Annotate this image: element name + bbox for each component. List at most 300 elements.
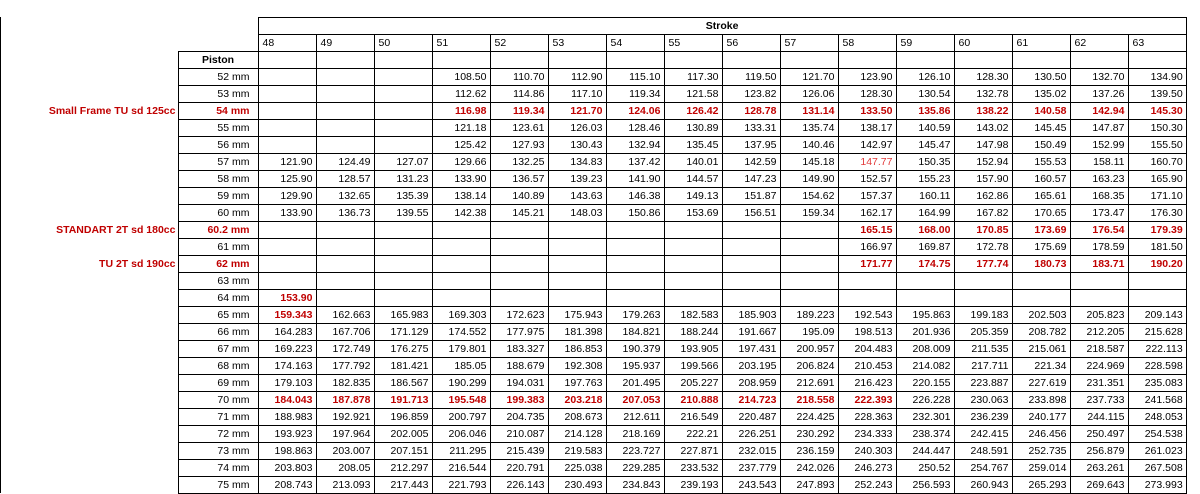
piston-size: 73 mm — [178, 443, 258, 460]
empty-cell — [838, 52, 896, 69]
displacement-cell: 168.35 — [1070, 188, 1128, 205]
displacement-cell: 150.30 — [1128, 120, 1186, 137]
displacement-cell: 228.598 — [1128, 358, 1186, 375]
displacement-cell: 261.023 — [1128, 443, 1186, 460]
displacement-cell: 131.23 — [374, 171, 432, 188]
empty-cell — [432, 52, 490, 69]
displacement-cell: 128.57 — [316, 171, 374, 188]
displacement-cell: 119.50 — [722, 69, 780, 86]
displacement-cell — [606, 222, 664, 239]
stroke-header-row — [0, 18, 1186, 35]
displacement-cell: 126.03 — [548, 120, 606, 137]
displacement-cell: 250.52 — [896, 460, 954, 477]
displacement-cell: 215.061 — [1012, 341, 1070, 358]
displacement-cell — [722, 239, 780, 256]
piston-size: 75 mm — [178, 477, 258, 494]
piston-size: 52 mm — [178, 69, 258, 86]
displacement-cell: 252.735 — [1012, 443, 1070, 460]
displacement-cell: 158.11 — [1070, 154, 1128, 171]
table-row — [0, 205, 1186, 222]
displacement-cell: 121.58 — [664, 86, 722, 103]
displacement-cell — [258, 222, 316, 239]
displacement-cell: 200.957 — [780, 341, 838, 358]
displacement-cell: 223.727 — [606, 443, 664, 460]
displacement-cell: 139.55 — [374, 205, 432, 222]
displacement-cell: 127.93 — [490, 137, 548, 154]
displacement-cell: 182.583 — [664, 307, 722, 324]
stroke-value: 58 — [838, 35, 896, 52]
displacement-cell: 159.34 — [780, 205, 838, 222]
engine-label — [0, 154, 178, 171]
table-row — [0, 443, 1186, 460]
displacement-cell: 205.823 — [1070, 307, 1128, 324]
displacement-cell: 222.113 — [1128, 341, 1186, 358]
displacement-cell: 217.443 — [374, 477, 432, 494]
piston-size: 72 mm — [178, 426, 258, 443]
displacement-cell: 237.779 — [722, 460, 780, 477]
displacement-cell: 199.183 — [954, 307, 1012, 324]
engine-label — [0, 443, 178, 460]
stroke-value: 61 — [1012, 35, 1070, 52]
displacement-cell: 147.87 — [1070, 120, 1128, 137]
displacement-cell: 130.89 — [664, 120, 722, 137]
displacement-cell — [316, 273, 374, 290]
stroke-value: 63 — [1128, 35, 1186, 52]
displacement-cell — [432, 256, 490, 273]
displacement-cell: 214.723 — [722, 392, 780, 409]
displacement-cell — [374, 239, 432, 256]
displacement-cell: 150.86 — [606, 205, 664, 222]
displacement-cell: 128.46 — [606, 120, 664, 137]
displacement-cell: 192.921 — [316, 409, 374, 426]
displacement-cell — [374, 86, 432, 103]
empty-cell — [548, 52, 606, 69]
displacement-cell: 208.743 — [258, 477, 316, 494]
displacement-cell: 135.45 — [664, 137, 722, 154]
table-row — [0, 103, 1186, 120]
empty-cell — [896, 52, 954, 69]
displacement-cell: 229.285 — [606, 460, 664, 477]
displacement-cell: 227.871 — [664, 443, 722, 460]
displacement-cell: 172.623 — [490, 307, 548, 324]
displacement-cell: 159.343 — [258, 307, 316, 324]
displacement-cell — [374, 256, 432, 273]
displacement-cell: 208.782 — [1012, 324, 1070, 341]
displacement-cell — [374, 120, 432, 137]
displacement-cell: 129.66 — [432, 154, 490, 171]
displacement-cell: 192.308 — [548, 358, 606, 375]
displacement-cell: 178.59 — [1070, 239, 1128, 256]
displacement-cell: 216.544 — [432, 460, 490, 477]
displacement-cell: 148.03 — [548, 205, 606, 222]
displacement-cell: 256.593 — [896, 477, 954, 494]
displacement-cell: 168.00 — [896, 222, 954, 239]
displacement-cell: 126.10 — [896, 69, 954, 86]
engine-label — [0, 120, 178, 137]
displacement-cell: 170.85 — [954, 222, 1012, 239]
piston-title: Piston — [178, 52, 258, 69]
displacement-cell: 155.50 — [1128, 137, 1186, 154]
displacement-cell — [316, 137, 374, 154]
displacement-cell: 165.15 — [838, 222, 896, 239]
displacement-cell: 205.227 — [664, 375, 722, 392]
displacement-cell: 216.423 — [838, 375, 896, 392]
displacement-cell — [490, 256, 548, 273]
displacement-cell: 246.456 — [1012, 426, 1070, 443]
displacement-cell: 140.01 — [664, 154, 722, 171]
displacement-cell: 132.65 — [316, 188, 374, 205]
displacement-cell: 160.11 — [896, 188, 954, 205]
displacement-cell: 138.17 — [838, 120, 896, 137]
piston-size: 54 mm — [178, 103, 258, 120]
displacement-cell: 130.43 — [548, 137, 606, 154]
displacement-cell: 125.42 — [432, 137, 490, 154]
displacement-cell: 156.51 — [722, 205, 780, 222]
displacement-cell: 133.31 — [722, 120, 780, 137]
displacement-cell: 209.143 — [1128, 307, 1186, 324]
displacement-cell: 162.86 — [954, 188, 1012, 205]
engine-label — [0, 69, 178, 86]
displacement-cell: 140.58 — [1012, 103, 1070, 120]
displacement-cell — [722, 256, 780, 273]
displacement-cell — [258, 120, 316, 137]
displacement-cell: 233.898 — [1012, 392, 1070, 409]
displacement-cell: 171.129 — [374, 324, 432, 341]
displacement-cell: 197.964 — [316, 426, 374, 443]
engine-label — [0, 239, 178, 256]
displacement-cell — [258, 103, 316, 120]
displacement-cell: 183.71 — [1070, 256, 1128, 273]
displacement-cell: 260.943 — [954, 477, 1012, 494]
displacement-cell: 146.38 — [606, 188, 664, 205]
displacement-cell — [606, 273, 664, 290]
displacement-cell: 152.57 — [838, 171, 896, 188]
stroke-value: 49 — [316, 35, 374, 52]
displacement-cell: 203.218 — [548, 392, 606, 409]
displacement-cell: 127.07 — [374, 154, 432, 171]
displacement-cell: 186.853 — [548, 341, 606, 358]
displacement-cell: 191.713 — [374, 392, 432, 409]
displacement-cell: 137.95 — [722, 137, 780, 154]
displacement-cell: 188.679 — [490, 358, 548, 375]
displacement-cell: 128.30 — [954, 69, 1012, 86]
displacement-cell: 212.205 — [1070, 324, 1128, 341]
displacement-cell: 208.959 — [722, 375, 780, 392]
displacement-cell — [316, 86, 374, 103]
engine-label — [0, 290, 178, 307]
engine-label — [0, 460, 178, 477]
displacement-cell — [374, 290, 432, 307]
displacement-cell — [1070, 290, 1128, 307]
displacement-cell: 188.244 — [664, 324, 722, 341]
displacement-cell: 116.98 — [432, 103, 490, 120]
engine-label — [0, 171, 178, 188]
displacement-cell: 179.801 — [432, 341, 490, 358]
displacement-cell — [548, 256, 606, 273]
displacement-cell: 114.86 — [490, 86, 548, 103]
stroke-value: 50 — [374, 35, 432, 52]
displacement-cell: 218.587 — [1070, 341, 1128, 358]
piston-size: 58 mm — [178, 171, 258, 188]
displacement-cell: 121.18 — [432, 120, 490, 137]
displacement-cell: 208.05 — [316, 460, 374, 477]
displacement-cell — [780, 256, 838, 273]
displacement-cell: 139.50 — [1128, 86, 1186, 103]
displacement-cell: 244.447 — [896, 443, 954, 460]
displacement-cell: 195.863 — [896, 307, 954, 324]
displacement-cell: 165.983 — [374, 307, 432, 324]
displacement-cell: 125.90 — [258, 171, 316, 188]
displacement-cell: 195.09 — [780, 324, 838, 341]
displacement-cell: 137.26 — [1070, 86, 1128, 103]
displacement-cell: 157.90 — [954, 171, 1012, 188]
engine-label — [0, 358, 178, 375]
displacement-cell: 208.673 — [548, 409, 606, 426]
displacement-cell: 177.792 — [316, 358, 374, 375]
engine-label: TU 2T sd 190cc — [99, 258, 176, 270]
piston-spacer — [178, 35, 258, 52]
displacement-cell: 199.566 — [664, 358, 722, 375]
displacement-cell: 155.53 — [1012, 154, 1070, 171]
displacement-cell: 226.143 — [490, 477, 548, 494]
displacement-cell: 206.824 — [780, 358, 838, 375]
stroke-value: 48 — [258, 35, 316, 52]
displacement-cell: 132.25 — [490, 154, 548, 171]
piston-size: 64 mm — [178, 290, 258, 307]
piston-size: 66 mm — [178, 324, 258, 341]
displacement-cell: 152.94 — [954, 154, 1012, 171]
displacement-cell — [664, 239, 722, 256]
displacement-cell: 128.30 — [838, 86, 896, 103]
displacement-cell: 145.21 — [490, 205, 548, 222]
displacement-cell: 187.878 — [316, 392, 374, 409]
displacement-cell: 184.043 — [258, 392, 316, 409]
displacement-cell: 273.993 — [1128, 477, 1186, 494]
displacement-cell: 238.374 — [896, 426, 954, 443]
table-row — [0, 222, 1186, 239]
displacement-cell: 210.087 — [490, 426, 548, 443]
piston-header-row — [0, 52, 1186, 69]
displacement-cell: 215.628 — [1128, 324, 1186, 341]
piston-size: 59 mm — [178, 188, 258, 205]
table-row — [0, 137, 1186, 154]
displacement-cell: 202.005 — [374, 426, 432, 443]
displacement-cell: 112.62 — [432, 86, 490, 103]
displacement-cell: 141.90 — [606, 171, 664, 188]
displacement-cell: 145.18 — [780, 154, 838, 171]
stroke-value: 52 — [490, 35, 548, 52]
empty-cell — [258, 52, 316, 69]
displacement-cell: 171.77 — [838, 256, 896, 273]
displacement-cell: 149.13 — [664, 188, 722, 205]
displacement-cell: 199.383 — [490, 392, 548, 409]
displacement-cell: 204.735 — [490, 409, 548, 426]
piston-size: 71 mm — [178, 409, 258, 426]
displacement-table — [0, 17, 1187, 494]
engine-label — [0, 477, 178, 494]
displacement-cell: 162.17 — [838, 205, 896, 222]
displacement-cell: 139.23 — [548, 171, 606, 188]
table-row — [0, 171, 1186, 188]
displacement-cell: 195.548 — [432, 392, 490, 409]
stroke-value: 53 — [548, 35, 606, 52]
piston-size: 61 mm — [178, 239, 258, 256]
engine-label — [0, 341, 178, 358]
piston-size: 63 mm — [178, 273, 258, 290]
displacement-cell: 179.263 — [606, 307, 664, 324]
displacement-cell: 175.69 — [1012, 239, 1070, 256]
empty-cell — [954, 52, 1012, 69]
displacement-cell: 140.46 — [780, 137, 838, 154]
displacement-cell: 135.86 — [896, 103, 954, 120]
table-row — [0, 239, 1186, 256]
displacement-cell — [780, 273, 838, 290]
displacement-cell: 223.887 — [954, 375, 1012, 392]
empty-cell — [316, 52, 374, 69]
displacement-cell: 246.273 — [838, 460, 896, 477]
displacement-cell: 203.195 — [722, 358, 780, 375]
displacement-cell: 176.54 — [1070, 222, 1128, 239]
displacement-cell: 212.297 — [374, 460, 432, 477]
displacement-cell: 124.49 — [316, 154, 374, 171]
displacement-cell: 123.90 — [838, 69, 896, 86]
stroke-value: 55 — [664, 35, 722, 52]
empty-cell — [1012, 52, 1070, 69]
displacement-cell: 203.803 — [258, 460, 316, 477]
displacement-cell: 190.299 — [432, 375, 490, 392]
displacement-cell: 226.228 — [896, 392, 954, 409]
displacement-cell — [432, 239, 490, 256]
displacement-cell: 197.763 — [548, 375, 606, 392]
displacement-cell: 208.009 — [896, 341, 954, 358]
displacement-cell: 183.327 — [490, 341, 548, 358]
displacement-cell: 174.552 — [432, 324, 490, 341]
displacement-cell: 235.083 — [1128, 375, 1186, 392]
displacement-cell: 191.667 — [722, 324, 780, 341]
displacement-cell: 207.053 — [606, 392, 664, 409]
displacement-cell: 210.453 — [838, 358, 896, 375]
displacement-cell: 214.082 — [896, 358, 954, 375]
displacement-cell: 128.78 — [722, 103, 780, 120]
displacement-cell — [316, 69, 374, 86]
displacement-cell: 256.879 — [1070, 443, 1128, 460]
displacement-cell: 174.163 — [258, 358, 316, 375]
displacement-cell — [1128, 273, 1186, 290]
displacement-cell — [722, 273, 780, 290]
displacement-cell — [316, 290, 374, 307]
displacement-cell: 236.159 — [780, 443, 838, 460]
displacement-cell — [780, 222, 838, 239]
displacement-cell: 225.038 — [548, 460, 606, 477]
displacement-cell: 220.155 — [896, 375, 954, 392]
engine-label: Small Frame TU sd 125cc — [48, 105, 176, 117]
displacement-cell: 152.99 — [1070, 137, 1128, 154]
displacement-cell: 222.21 — [664, 426, 722, 443]
displacement-cell — [1012, 290, 1070, 307]
displacement-cell: 211.535 — [954, 341, 1012, 358]
displacement-cell: 248.591 — [954, 443, 1012, 460]
displacement-cell — [374, 137, 432, 154]
displacement-cell: 196.859 — [374, 409, 432, 426]
displacement-cell: 124.06 — [606, 103, 664, 120]
piston-size: 60.2 mm — [178, 222, 258, 239]
displacement-cell: 227.619 — [1012, 375, 1070, 392]
displacement-cell: 119.34 — [490, 103, 548, 120]
displacement-cell: 126.42 — [664, 103, 722, 120]
displacement-cell: 133.90 — [258, 205, 316, 222]
displacement-cell: 169.303 — [432, 307, 490, 324]
table-row — [0, 409, 1186, 426]
piston-size: 53 mm — [178, 86, 258, 103]
displacement-cell: 185.05 — [432, 358, 490, 375]
displacement-cell: 115.10 — [606, 69, 664, 86]
displacement-cell — [490, 222, 548, 239]
displacement-cell: 172.749 — [316, 341, 374, 358]
displacement-cell: 165.90 — [1128, 171, 1186, 188]
table-row — [0, 375, 1186, 392]
displacement-cell: 224.425 — [780, 409, 838, 426]
displacement-cell — [954, 290, 1012, 307]
displacement-cell — [722, 222, 780, 239]
displacement-cell: 201.936 — [896, 324, 954, 341]
displacement-cell: 177.74 — [954, 256, 1012, 273]
displacement-cell: 233.532 — [664, 460, 722, 477]
displacement-cell: 254.767 — [954, 460, 1012, 477]
displacement-cell: 181.50 — [1128, 239, 1186, 256]
displacement-cell — [1012, 273, 1070, 290]
displacement-cell: 135.74 — [780, 120, 838, 137]
stroke-value: 54 — [606, 35, 664, 52]
empty-cell — [374, 52, 432, 69]
displacement-cell: 234.333 — [838, 426, 896, 443]
piston-size: 65 mm — [178, 307, 258, 324]
displacement-cell: 176.30 — [1128, 205, 1186, 222]
empty-cell — [780, 52, 838, 69]
displacement-cell: 108.50 — [432, 69, 490, 86]
displacement-cell: 142.97 — [838, 137, 896, 154]
displacement-cell: 163.23 — [1070, 171, 1128, 188]
stroke-value: 60 — [954, 35, 1012, 52]
displacement-cell: 133.50 — [838, 103, 896, 120]
displacement-cell: 153.90 — [258, 290, 316, 307]
piston-size: 56 mm — [178, 137, 258, 154]
displacement-cell: 237.733 — [1070, 392, 1128, 409]
displacement-cell: 133.90 — [432, 171, 490, 188]
displacement-cell: 136.57 — [490, 171, 548, 188]
engine-label — [0, 324, 178, 341]
displacement-cell: 247.893 — [780, 477, 838, 494]
displacement-cell — [316, 256, 374, 273]
displacement-cell: 202.503 — [1012, 307, 1070, 324]
displacement-cell: 250.497 — [1070, 426, 1128, 443]
displacement-cell: 185.903 — [722, 307, 780, 324]
table-row — [0, 477, 1186, 494]
displacement-cell: 230.292 — [780, 426, 838, 443]
table-row — [0, 460, 1186, 477]
displacement-cell — [258, 239, 316, 256]
displacement-cell: 130.54 — [896, 86, 954, 103]
displacement-cell: 269.643 — [1070, 477, 1128, 494]
displacement-cell: 210.888 — [664, 392, 722, 409]
displacement-cell: 144.57 — [664, 171, 722, 188]
engine-label — [0, 409, 178, 426]
displacement-cell: 267.508 — [1128, 460, 1186, 477]
displacement-cell — [1070, 273, 1128, 290]
displacement-cell: 121.70 — [780, 69, 838, 86]
displacement-cell: 182.835 — [316, 375, 374, 392]
displacement-cell: 236.239 — [954, 409, 1012, 426]
displacement-cell — [838, 290, 896, 307]
